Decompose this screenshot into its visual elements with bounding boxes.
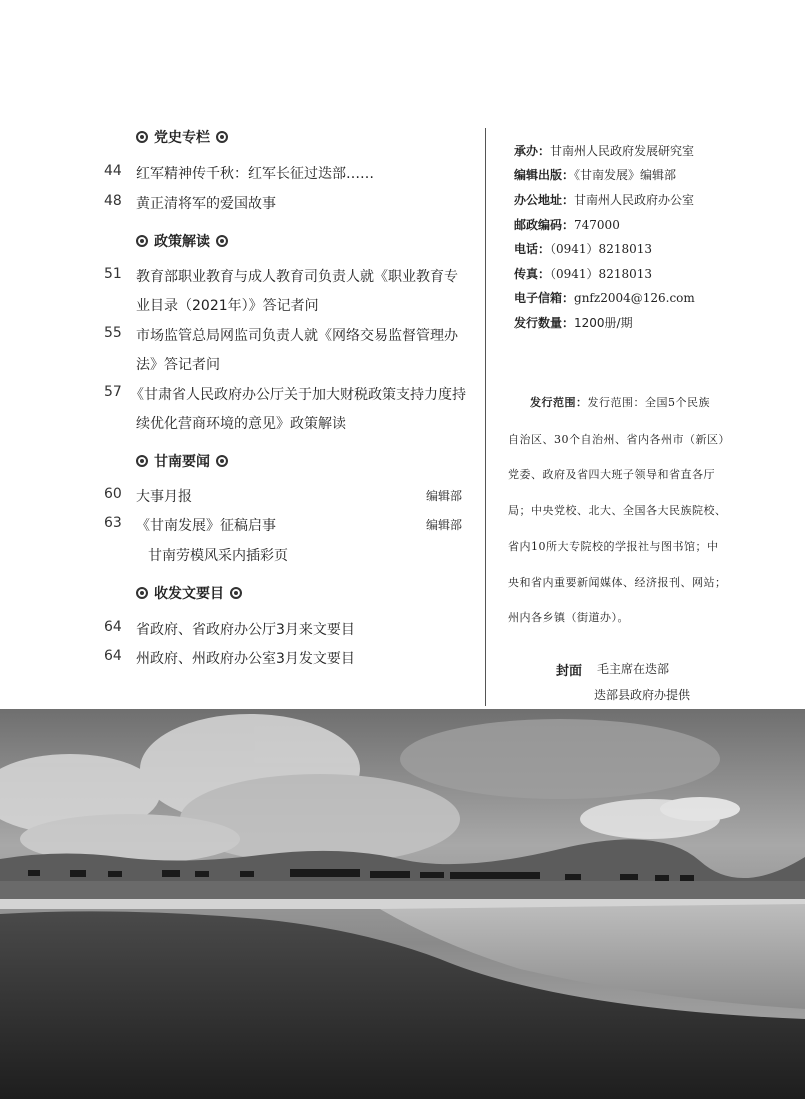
toc-page-number: 55 — [104, 325, 122, 341]
column-divider — [485, 128, 486, 706]
toc-entry-title-cont[interactable]: 续优化营商环境的意见》政策解读 — [136, 416, 346, 432]
toc-entry-title[interactable]: 州政府、州政府办公室3月发文要目 — [136, 651, 355, 667]
toc-entry-title[interactable]: 教育部职业教育与成人教育司负责人就《职业教育专 — [136, 269, 458, 285]
distribution-line: 发行范围：发行范围：全国5个民族 — [530, 396, 710, 409]
toc-entry-title[interactable]: 市场监管总局网监司负责人就《网络交易监督管理办 — [136, 328, 458, 344]
toc-entry-author: 编辑部 — [426, 518, 463, 532]
postcode-line: 邮政编码：747000 — [514, 218, 620, 232]
toc-entry-title[interactable]: 甘南劳模风采内插彩页 — [148, 548, 288, 564]
distribution-line: 党委、政府及省四大班子领导和省直各厅 — [508, 468, 715, 481]
toc-section-heading: 甘南要闻 — [136, 451, 228, 471]
circle-bullet-icon — [136, 455, 148, 467]
toc-page-number: 60 — [104, 486, 122, 502]
sponsor-line: 承办：甘南州人民政府发展研究室 — [514, 144, 695, 158]
fax-line: 传真：（0941）8218013 — [514, 267, 652, 281]
toc-entry-title[interactable]: 黄正清将军的爱国故事 — [136, 196, 276, 212]
email-line: 电子信箱：gnfz2004@126.com — [514, 291, 695, 305]
phone-line: 电话：（0941）8218013 — [514, 242, 652, 256]
circle-bullet-icon — [136, 235, 148, 247]
toc-page-number: 64 — [104, 619, 122, 635]
distribution-line: 州内各乡镇（街道办）。 — [508, 611, 629, 624]
toc-entry-title[interactable]: 《甘南发展》征稿启事 — [136, 518, 276, 534]
toc-entry-title[interactable]: 红军精神传千秋：红军长征过迭部…… — [136, 166, 374, 182]
address-line: 办公地址：甘南州人民政府办公室 — [514, 193, 695, 207]
circle-bullet-icon — [216, 235, 228, 247]
toc-entry-title[interactable]: 省政府、省政府办公厅3月来文要目 — [136, 622, 355, 638]
toc-section-heading: 收发文要目 — [136, 583, 242, 603]
distribution-line: 省内10所大专院校的学报社与图书馆；中 — [508, 540, 719, 553]
distribution-line: 自治区、30个自治州、省内各州市（新区） — [508, 433, 730, 446]
toc-entry-title-cont[interactable]: 法》答记者问 — [136, 357, 220, 373]
toc-section-heading: 党史专栏 — [136, 127, 228, 147]
toc-section-heading: 政策解读 — [136, 231, 228, 251]
toc-page-number: 64 — [104, 648, 122, 664]
toc-entry-author: 编辑部 — [426, 489, 463, 503]
distribution-line: 央和省内重要新闻媒体、经济报刊、网站； — [508, 576, 727, 589]
cover-title: 毛主席在迭部 — [597, 662, 670, 676]
plain — [0, 881, 805, 901]
cover-credit: 迭部县政府办提供 — [594, 688, 691, 702]
toc-page-number: 51 — [104, 266, 122, 282]
circle-bullet-icon — [230, 587, 242, 599]
circulation-line: 发行数量：1200册/期 — [514, 316, 633, 330]
toc-page-number: 44 — [104, 163, 122, 179]
editor-line: 编辑出版：《甘南发展》编辑部 — [514, 168, 677, 182]
toc-entry-title-cont[interactable]: 业目录（2021年）》答记者问 — [136, 298, 319, 314]
toc-entry-title[interactable]: 大事月报 — [136, 489, 192, 505]
grassland-horses-photo — [0, 709, 805, 1099]
toc-page-number: 57 — [104, 384, 122, 400]
circle-bullet-icon — [216, 131, 228, 143]
toc-page-number: 63 — [104, 515, 122, 531]
toc-page-number: 48 — [104, 193, 122, 209]
circle-bullet-icon — [136, 131, 148, 143]
toc-entry-title[interactable]: 《甘肃省人民政府办公厅关于加大财税政策支持力度持 — [130, 387, 466, 403]
distribution-line: 局；中央党校、北大、全国各大民族院校、 — [508, 504, 727, 517]
cover-label: 封面 — [556, 664, 583, 679]
circle-bullet-icon — [216, 455, 228, 467]
circle-bullet-icon — [136, 587, 148, 599]
